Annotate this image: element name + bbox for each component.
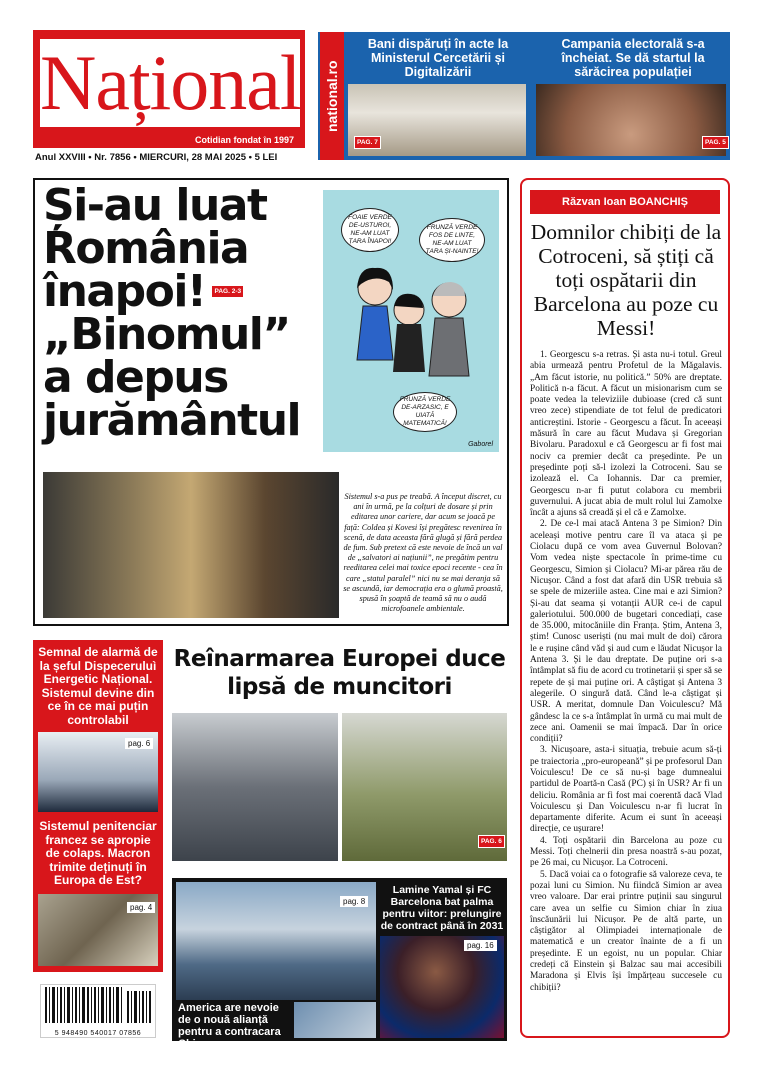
promo-left-pag[interactable]: PAG. 7 [354, 136, 381, 149]
yamal-pag[interactable]: pag. 16 [464, 940, 497, 951]
column-paragraph: 2. De ce-l mai atacă Antena 3 pe Simion? Din aceleași motive pentru care îl va ataca și pe Ciolacu după ce vom avea Guvernul Bolovan? Vom vedea niște spectacole în prime-time cu Georgescu, Simion și Ciolacu? Mi-ar părea rău de Nicușor. Când a fost dat afară din USR trebuia să se spele de mizeriile astea. Cine mai e azi Simion? Și-au dat seama și votanții AUR ce-i de capul galeriotului. 500.000 de bugetari concediați, case de 35.000, mitocăniile din Franța. Știm, Antena 3, știm! Cunosc useriști (nu mai mult de doi) cărora le e rușine când văd și aud cum e lăudat Nicușor la Antena 3. Și le dau dreptate. De puține ori s-a întâmplat să fiu de acord cu trotinetarii și sper să se repete de și mai puține ori. A câștigat și Antena 3 alegerile. O singură dată. Când le-a câștigat și USR. A meritat, domnule Dan Voiculescu? Mă gândesc la ce s-a întâmplat în urmă cu mai mult de zece ani. Oamenii se mai împacă. Dar în orice condiții? [530, 519, 723, 745]
promo-right-pag[interactable]: PAG. 5 [702, 136, 729, 149]
bottom-stories[interactable] [172, 878, 507, 1050]
barcode-icon [41, 985, 155, 1025]
promo-strip[interactable] [318, 32, 730, 160]
cartoon [323, 190, 499, 452]
headline-line: „Binomul” [43, 309, 290, 360]
coins-in-hands-photo [536, 84, 726, 156]
coldea-kovesi-photo [43, 472, 339, 618]
column-title[interactable]: Domnilor chibiți de la Cotroceni, să știți că toți ospătarii din Barcelona au poze cu Messi! [530, 220, 722, 340]
newspaper-logo: Național [40, 39, 301, 126]
column-paragraph: 5. Dacă voiai ca o fotografie să valoreze ceva, te pozai luni cu Simion. Nu fiindcă Simion ar avea vreo valoare. Dar erai printre puținii sau singurul care avea un selfie cu Simion chiar în ziua înscăunării lui Nicușor. Pe de altă parte, un câștigător al Olimpiadei internaționale de matematică e un creator înainte de a fi un președinte. E un egoist, nu un popular. Chiar credeți că Einstein și Balzac sau mai accesibili Maradona și Elvis își împărțeau succesele cu chibiții? [530, 869, 722, 993]
column-author[interactable]: Răzvan Ioan BOANCHIȘ [530, 190, 720, 214]
warship-photo [294, 1002, 376, 1038]
tagline: Cotidian fondat în 1997 [194, 135, 294, 145]
headline-line: a depus [43, 352, 228, 403]
masthead [33, 30, 305, 148]
main-article-text: Sistemul s-a pus pe treabă. A început discret, cu ani în urmă, pe la colțuri de dosare și prin editarea unor cariere, dar acum se joacă pe față: Coldea și Kovesi își pregătesc revenirea în scenă, de data aceasta fără glugă și fără perdea de fum. Sub pretext că este nevoie de încă un val de „salvatori ai națiunii”, ne pregătim pentru reeditarea celei mai toxice epoci recente - cea în care „statul paralel” nici nu se mai deranja să se ascundă, iar democrația era o glumă proastă, spusă în șoaptă de teamă să nu o audă microfoanele ambientale. [343, 492, 503, 614]
cartoonist-signature: Gaborel [468, 441, 493, 448]
rearmament-story[interactable] [172, 645, 507, 865]
barcode-number: 5 948490 540017 07856 [54, 1030, 142, 1037]
rearmament-headline[interactable]: Reînarmarea Europei duce lipsă de muncitori [173, 646, 506, 700]
headline-line: Și-au luat [43, 180, 267, 231]
main-story[interactable] [33, 178, 509, 626]
cartoon-figures-icon [323, 260, 499, 410]
issue-info: Anul XXVIII • Nr. 7856 • MIERCURI, 28 MAI 2025 • 5 LEI [35, 152, 278, 163]
column-paragraph: 4. Toți ospătarii din Barcelona au poze cu Messi. Toți chelnerii din presa noastră s-au pozat, pe 26 mai, cu Nicușor. La Cotroceni. [530, 835, 722, 869]
yamal-story-title[interactable]: Lamine Yamal și FC Barcelona bat palma pentru viitor: prelungire de contract până în 2031 [380, 884, 504, 932]
site-label[interactable]: national.ro [320, 32, 344, 160]
cartoon-bubble: FOAIE VERDE DE-USTUROI, NE-AM LUAT ȚARA ÎNAPOI! [341, 208, 399, 252]
promo-left-title[interactable]: Bani dispăruți în acte la Ministerul Cercetării și Digitalizării [367, 37, 509, 79]
cartoon-bubble: FRUNZĂ VERDE FOS DE LINTE, NE-AM LUAT ȚARA ȘI-NAINTE! [419, 218, 485, 262]
energy-story-title[interactable]: Semnal de alarmă de la șeful Dispeceruluì Energetic Național. Sistemul devine din ce în ce mai puțin controlabil [38, 645, 158, 727]
energy-pag[interactable]: pag. 6 [125, 738, 153, 749]
column-paragraph: 1. Georgescu s-a retras. Și asta nu-i totul. Greul abia urmează pentru Profetul de la Măgalavis. „Am făcut istorie, nu politică.” 50% are dreptate. Politică n-a făcut. A făcut un misionarism cum se poate vedea la televiziile dubioase (cred că sunt vreo zece) stipendiate de tot felul de predicatori anticreștini. Istorie - Georgescu a făcut. În aceeași măsură în care au făcut Mudava și Gregorian Bivolaru. Paradoxul e că Georgescu ar fi fost mai nociv ca premier decât ca președinte. Pe un președinte poți să-l izolezi la Cotroceni. Sau se izolează el. Ca Iohannis. Dar ca premier, Georgescu n-ar fi putut colabora cu membrii guvernului. A jucat abia de mult rolul lui Zamolxe încât a ajuns să creadă și el că e Zamolxe. [530, 350, 722, 519]
main-pag[interactable]: PAG. 2-3 [211, 285, 244, 298]
editorial-column[interactable] [520, 178, 730, 1038]
prison-story-title[interactable]: Sistemul penitenciar francez se apropie de colaps. Macron trimite deținuți în Europa de Est? [39, 819, 157, 887]
column-body [530, 350, 722, 994]
main-headline[interactable] [43, 180, 301, 446]
headline-line-row [43, 266, 300, 317]
cartoon-bubble: FRUNZĂ VERDE DE-ARZASIC, E UIATĂ MATEMATICĂ! [393, 392, 457, 432]
yamal-photo [380, 936, 504, 1038]
prison-pag[interactable]: pag. 4 [127, 902, 155, 913]
factory-photo [172, 713, 338, 861]
rearmament-pag[interactable]: PAG. 6 [478, 835, 505, 848]
headline-line: înapoi! [43, 266, 206, 317]
headline-line: România [43, 223, 249, 274]
carrier-pag[interactable]: pag. 8 [340, 896, 368, 907]
headline-line: jurământul [43, 395, 301, 446]
promo-right-title[interactable]: Campania electorală s-a încheiat. Se dă startul la sărăcirea populației [561, 37, 705, 79]
barcode [40, 984, 156, 1038]
carrier-story-title[interactable]: America are nevoie de o nouă alianță pentru a contracara China [178, 1002, 281, 1050]
column-paragraph: 3. Nicușoare, asta-i situația, trebuie acum să-ți pe traiectoria „pro-europeană” și pe profesorul Dan Voiculescu! De ce să nu-și bage dumnealui partidul de Poartă-n Casă (PC) și în USR? Ar fi un deliciu. România ar fi fost mai coerentă dacă Vlad Voiculescu și Dan Voiculescu n-ar fi lucrat în departamente diferite. Acum ei sunt în aceeași direcție, ce ușurare! [530, 745, 722, 835]
left-news-box[interactable] [33, 640, 163, 972]
